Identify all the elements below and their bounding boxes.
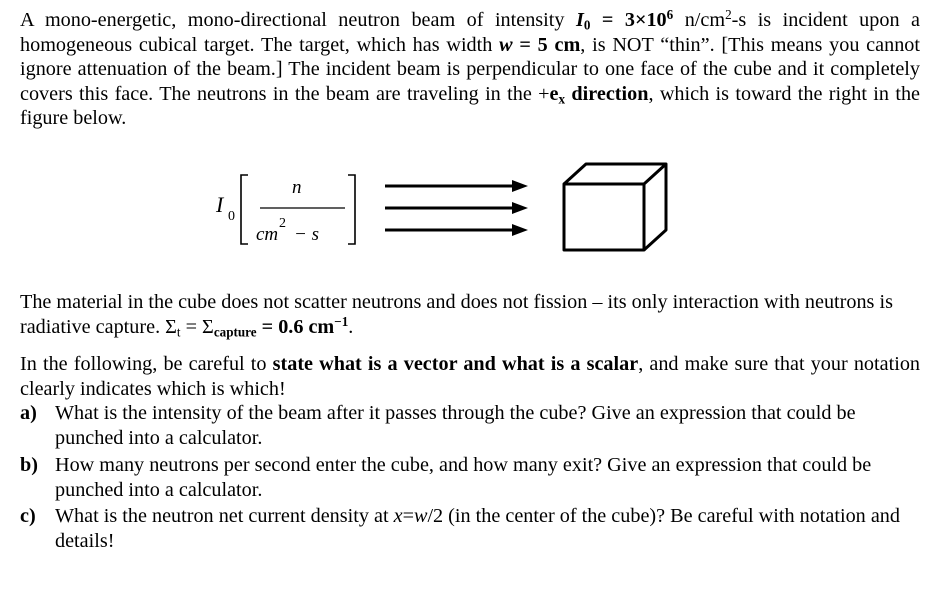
figure-intensity-subscript: 0 bbox=[228, 209, 235, 224]
beam-figure bbox=[0, 160, 949, 260]
intro-text-3: , is NOT “thin”. [This means you cannot ignore attenuation of the beam.] The incident beam is perpendicular to one face of the cube and it completely covers this face. The neutrons in the beam are traveling in the + bbox=[20, 33, 920, 105]
cube-top-face bbox=[564, 164, 666, 184]
unit-denominator-cm: cm bbox=[256, 224, 279, 245]
instructions-emphasis: state what is a vector and what is a scalar bbox=[272, 353, 639, 375]
sigma-symbol: Σ bbox=[165, 315, 177, 338]
direction-vector: e bbox=[549, 82, 559, 105]
material-end: . bbox=[348, 315, 354, 338]
width-symbol: w bbox=[413, 505, 428, 527]
intensity-value: = 3×10 bbox=[590, 9, 667, 31]
position-symbol: x bbox=[393, 505, 403, 527]
question-label: c) bbox=[20, 505, 36, 527]
capture-subscript: capture bbox=[213, 323, 257, 339]
left-bracket bbox=[241, 175, 248, 244]
arrow-head-icon bbox=[512, 224, 528, 236]
question-label: a) bbox=[20, 402, 37, 424]
cross-section-value: = 0.6 cm bbox=[256, 315, 335, 338]
sigma-equals: = Σ bbox=[180, 315, 214, 338]
intensity-subscript: 0 bbox=[583, 17, 591, 33]
intensity-exponent: 6 bbox=[666, 6, 674, 22]
question-text bbox=[55, 504, 920, 553]
cube-side-face bbox=[644, 164, 666, 250]
width-symbol: w bbox=[499, 33, 513, 56]
direction-subscript: x bbox=[558, 90, 566, 106]
width-value: = 5 cm bbox=[512, 33, 581, 56]
intensity-unit: n/cm bbox=[673, 9, 726, 31]
instructions-text: In the following, be careful to bbox=[20, 353, 273, 375]
arrow-head-icon bbox=[512, 202, 528, 214]
question-text: What is the intensity of the beam after it passes through the cube? Give an expression that could be punched into a calculator. bbox=[55, 402, 856, 449]
question-text: How many neutrons per second enter the cube, and how many exit? Give an expression that could be punched into a calculator. bbox=[55, 454, 872, 501]
beam-arrows bbox=[385, 180, 528, 236]
question-label: b) bbox=[20, 454, 38, 476]
unit-numerator: n bbox=[292, 177, 302, 198]
instructions-text-2: , and make sure that your notation clearly indicates which is which! bbox=[20, 353, 921, 400]
unit-denominator-rest: − s bbox=[294, 224, 319, 245]
cube-icon bbox=[564, 164, 666, 250]
right-bracket bbox=[348, 175, 355, 244]
material-paragraph bbox=[20, 290, 920, 339]
beam-figure-svg bbox=[0, 160, 949, 260]
cube-front-face bbox=[564, 184, 644, 250]
intro-text-2: -s is incident upon a homogeneous cubical target. The target, which has width bbox=[20, 9, 920, 56]
arrow-head-icon bbox=[512, 180, 528, 192]
unit-denominator-exponent: 2 bbox=[279, 216, 286, 231]
intensity-symbol: I bbox=[575, 9, 584, 31]
unit-exponent: 2 bbox=[725, 6, 732, 22]
cross-section-exponent: −1 bbox=[334, 313, 349, 329]
figure-intensity-label: I bbox=[216, 192, 224, 217]
direction-word: direction bbox=[565, 82, 649, 105]
sigma-subscript: t bbox=[176, 323, 181, 339]
question-text-part: What is the neutron net current density at bbox=[55, 505, 394, 527]
intro-text: A mono-energetic, mono-directional neutron beam of intensity bbox=[20, 9, 576, 31]
intro-text-4: , which is toward the right in the figure below. bbox=[20, 82, 921, 129]
equals-symbol: = bbox=[402, 505, 414, 527]
intro-paragraph bbox=[20, 8, 920, 131]
question-text-part: /2 (in the center of the cube)? Be careful with notation and details! bbox=[55, 505, 900, 552]
material-text: The material in the cube does not scatter neutrons and does not fission – its only interaction with neutrons is radiative capture. bbox=[20, 291, 893, 338]
instructions-paragraph bbox=[20, 352, 920, 401]
